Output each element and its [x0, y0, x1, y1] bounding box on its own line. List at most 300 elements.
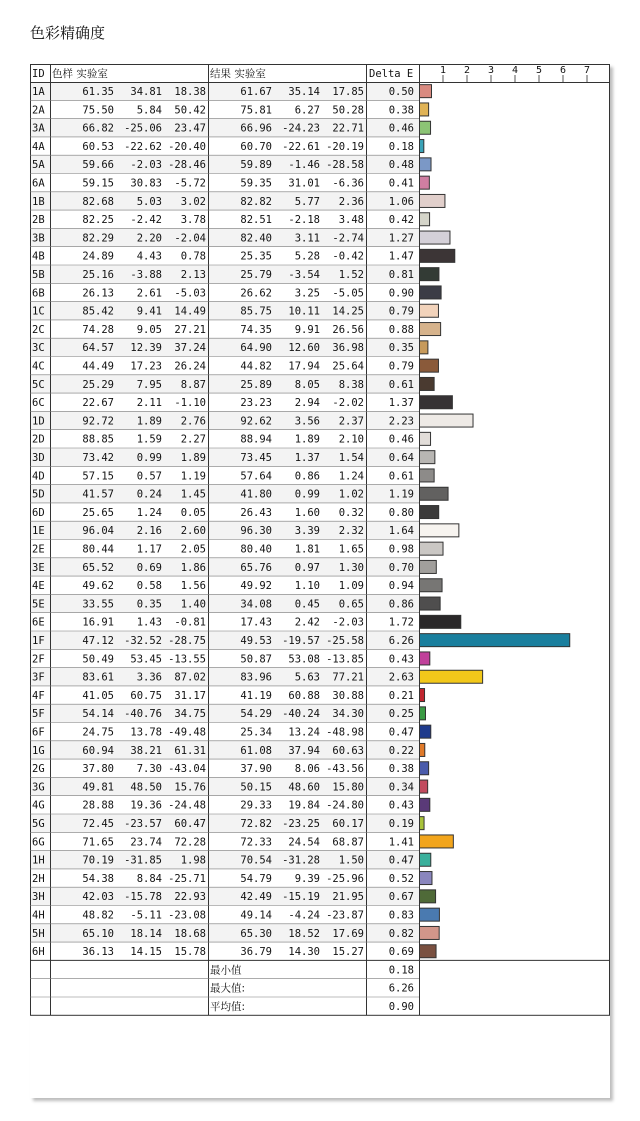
delta-e-bar: [420, 140, 424, 153]
result-lab-value: 8.06: [294, 763, 320, 776]
sample-lab-value: 0.35: [136, 598, 162, 611]
sample-lab-value: 15.78: [174, 946, 206, 959]
sample-lab-value: 48.50: [130, 781, 162, 794]
sample-lab-value: 61.35: [82, 86, 114, 98]
sample-lab-value: 25.29: [82, 378, 114, 391]
row-id: 1A: [32, 86, 45, 98]
row-id: 6B: [32, 287, 45, 300]
result-lab-value: 1.50: [338, 854, 364, 867]
sample-lab-value: -2.03: [130, 159, 162, 172]
result-lab-value: 41.19: [240, 689, 272, 702]
result-lab-value: 0.65: [338, 598, 364, 611]
sample-lab-value: 8.87: [180, 378, 206, 391]
sample-lab-value: 25.16: [82, 269, 114, 281]
result-lab-value: 61.08: [240, 744, 272, 757]
result-lab-value: 0.45: [294, 598, 320, 611]
result-lab-value: 0.99: [294, 488, 320, 501]
delta-e-bar: [420, 194, 445, 207]
sample-lab-value: 18.14: [130, 927, 162, 940]
sample-lab-value: 49.62: [82, 580, 114, 593]
result-lab-value: -1.46: [288, 159, 320, 172]
sample-lab-value: 1.45: [180, 488, 206, 501]
result-lab-value: 65.30: [240, 927, 272, 940]
sample-lab-value: 2.16: [136, 525, 162, 538]
result-lab-value: 85.75: [240, 305, 272, 318]
sample-lab-value: 36.13: [82, 946, 114, 959]
result-lab-value: 17.94: [288, 360, 320, 373]
result-lab-value: 37.90: [240, 763, 272, 776]
delta-e-table-svg: [30, 64, 610, 1098]
sample-lab-value: 30.83: [130, 177, 162, 190]
row-id: 4A: [32, 140, 45, 153]
sample-lab-value: 54.14: [82, 708, 114, 721]
delta-e-value: 0.81: [388, 269, 414, 281]
sample-lab-value: 72.45: [82, 818, 114, 830]
sample-lab-value: 42.03: [82, 891, 114, 904]
result-lab-value: -28.58: [326, 159, 364, 172]
delta-e-bar: [420, 524, 459, 537]
sample-lab-value: 26.24: [174, 360, 206, 373]
result-lab-value: -3.54: [288, 269, 320, 281]
result-lab-value: 54.29: [240, 708, 272, 721]
row-id: 2H: [32, 872, 45, 885]
x-tick-label: 6: [559, 65, 567, 76]
result-lab-value: 57.64: [240, 470, 272, 483]
result-lab-value: 22.71: [332, 122, 364, 135]
sample-lab-value: 1.59: [136, 433, 162, 446]
delta-e-bar: [420, 487, 449, 500]
sample-lab-value: 22.67: [82, 397, 114, 410]
result-lab-value: 26.43: [240, 506, 272, 519]
result-lab-value: 23.23: [240, 397, 272, 410]
result-lab-value: 50.15: [240, 781, 272, 794]
delta-e-value: 0.41: [388, 177, 414, 190]
result-lab-value: 1.89: [294, 433, 320, 446]
delta-e-bar: [420, 597, 441, 610]
row-id: 5F: [32, 708, 45, 721]
row-id: 3A: [32, 122, 45, 135]
sample-lab-value: 3.78: [180, 214, 206, 227]
sample-lab-value: -49.48: [168, 726, 206, 739]
result-lab-value: 37.94: [288, 744, 320, 757]
result-lab-value: 70.54: [240, 854, 272, 867]
result-lab-value: 35.14: [288, 86, 320, 98]
sample-lab-value: 18.68: [174, 927, 206, 940]
delta-e-bar: [420, 780, 428, 793]
result-lab-value: -5.05: [332, 287, 364, 300]
result-lab-value: 72.33: [240, 836, 272, 849]
delta-e-bar: [420, 835, 454, 848]
row-id: 3G: [32, 781, 45, 794]
sample-lab-value: 12.39: [130, 342, 162, 355]
sample-lab-value: -1.10: [174, 397, 206, 410]
result-lab-value: -25.58: [326, 635, 364, 647]
delta-e-value: 0.64: [388, 452, 414, 464]
delta-e-value: 1.37: [388, 397, 414, 410]
sample-lab-value: 34.75: [174, 708, 206, 721]
delta-e-bar: [420, 926, 440, 939]
sample-lab-value: 5.03: [136, 195, 162, 208]
summary-label: 最大值:: [210, 982, 246, 995]
sample-lab-value: 0.05: [180, 506, 206, 519]
delta-e-bar: [420, 945, 437, 958]
delta-e-value: 0.88: [388, 323, 414, 336]
delta-e-value: 2.23: [388, 415, 414, 428]
sample-lab-value: 13.78: [130, 726, 162, 739]
sample-lab-value: 5.84: [136, 104, 162, 117]
sample-lab-value: -31.85: [124, 854, 162, 867]
sample-lab-value: 82.29: [82, 232, 114, 245]
delta-e-value: 0.52: [388, 872, 414, 885]
row-id: 1D: [32, 415, 45, 428]
row-id: 1B: [32, 195, 45, 208]
header-id: ID: [32, 68, 45, 80]
result-lab-value: -24.23: [282, 122, 320, 135]
row-id: 6A: [32, 177, 45, 190]
delta-e-bar: [420, 323, 441, 336]
sample-lab-value: 59.15: [82, 177, 114, 190]
delta-e-bar: [420, 249, 455, 262]
delta-e-bar: [420, 670, 483, 683]
result-lab-value: 17.85: [332, 86, 364, 98]
row-id: 2D: [32, 433, 45, 446]
sample-lab-value: -3.88: [130, 269, 162, 281]
delta-e-bar: [420, 762, 429, 775]
result-lab-value: 17.69: [332, 927, 364, 940]
sample-lab-value: 14.15: [130, 946, 162, 959]
delta-e-value: 1.64: [388, 525, 414, 538]
sample-lab-value: -22.62: [124, 140, 162, 153]
sample-lab-value: 50.49: [82, 653, 114, 666]
result-lab-value: 1.81: [294, 543, 320, 556]
row-id: 4H: [32, 909, 45, 922]
result-lab-value: 2.10: [338, 433, 364, 446]
result-lab-value: -22.61: [282, 140, 320, 153]
delta-e-value: 2.63: [388, 671, 414, 684]
sample-lab-value: 60.94: [82, 744, 114, 757]
sample-lab-value: 7.30: [136, 763, 162, 776]
result-lab-value: 36.98: [332, 342, 364, 355]
row-id: 4G: [32, 799, 45, 812]
result-lab-value: -31.28: [282, 854, 320, 867]
delta-e-value: 0.94: [388, 580, 414, 593]
sample-lab-value: -5.72: [174, 177, 206, 190]
result-lab-value: 83.96: [240, 671, 272, 684]
result-lab-value: 5.77: [294, 195, 320, 208]
sample-lab-value: -23.57: [124, 818, 162, 830]
sample-lab-value: 2.27: [180, 433, 206, 446]
delta-e-bar: [420, 908, 440, 921]
result-lab-value: 66.96: [240, 122, 272, 135]
result-lab-value: 3.56: [294, 415, 320, 428]
sample-lab-value: 4.43: [136, 250, 162, 263]
result-lab-value: 49.53: [240, 635, 272, 647]
result-lab-value: 15.27: [332, 946, 364, 959]
sample-lab-value: 82.25: [82, 214, 114, 227]
row-id: 4B: [32, 250, 45, 263]
delta-e-value: 0.83: [388, 909, 414, 922]
delta-e-value: 0.69: [388, 946, 414, 959]
delta-e-bar: [420, 560, 437, 573]
sample-lab-value: 41.57: [82, 488, 114, 501]
sample-lab-value: 49.81: [82, 781, 114, 794]
row-id: 3E: [32, 561, 45, 574]
result-lab-value: 80.40: [240, 543, 272, 556]
sample-lab-value: -25.06: [124, 122, 162, 135]
x-tick-label: 3: [487, 65, 495, 76]
result-lab-value: -2.02: [332, 397, 364, 410]
sample-lab-value: 83.61: [82, 671, 114, 684]
delta-e-bar: [420, 286, 442, 299]
sample-lab-value: 37.80: [82, 763, 114, 776]
sample-lab-value: 23.47: [174, 122, 206, 135]
result-lab-value: 73.45: [240, 452, 272, 464]
table-background: [30, 64, 610, 1098]
delta-e-value: 0.61: [388, 470, 414, 483]
result-lab-value: -20.19: [326, 140, 364, 153]
header-sample: 色样 实验室: [52, 68, 108, 80]
result-lab-value: 24.54: [288, 836, 320, 849]
sample-lab-value: 22.93: [174, 891, 206, 904]
row-id: 6F: [32, 726, 45, 739]
row-id: 5B: [32, 269, 45, 281]
x-tick-label: 7: [583, 65, 591, 76]
row-id: 2F: [32, 653, 45, 666]
result-lab-value: 48.60: [288, 781, 320, 794]
delta-e-value: 0.50: [388, 86, 414, 98]
result-lab-value: 1.52: [338, 269, 364, 281]
sample-lab-value: -15.78: [124, 891, 162, 904]
result-lab-value: -40.24: [282, 708, 320, 721]
result-lab-value: 25.89: [240, 378, 272, 391]
result-lab-value: 10.11: [288, 305, 320, 318]
delta-e-bar: [420, 231, 450, 244]
sample-lab-value: 65.10: [82, 927, 114, 940]
delta-e-value: 1.27: [388, 232, 414, 245]
delta-e-bar: [420, 414, 474, 427]
result-lab-value: 1.10: [294, 580, 320, 593]
delta-e-value: 0.21: [388, 689, 414, 702]
result-lab-value: 0.32: [338, 506, 364, 519]
result-lab-value: -23.87: [326, 909, 364, 922]
row-id: 1E: [32, 525, 45, 538]
delta-e-bar: [420, 579, 443, 592]
result-lab-value: 49.92: [240, 580, 272, 593]
delta-e-value: 0.18: [388, 140, 414, 153]
result-lab-value: -19.57: [282, 635, 320, 647]
result-lab-value: 26.62: [240, 287, 272, 300]
sample-lab-value: 24.75: [82, 726, 114, 739]
sample-lab-value: 74.28: [82, 323, 114, 336]
sample-lab-value: 82.68: [82, 195, 114, 208]
result-lab-value: 12.60: [288, 342, 320, 355]
x-tick-label: 5: [535, 65, 543, 76]
sample-lab-value: 15.76: [174, 781, 206, 794]
result-lab-value: 50.87: [240, 653, 272, 666]
sample-lab-value: 1.43: [136, 616, 162, 629]
row-id: 6H: [32, 946, 45, 959]
row-id: 1G: [32, 744, 45, 757]
delta-e-bar: [420, 872, 432, 885]
row-id: 3C: [32, 342, 45, 355]
sample-lab-value: 65.52: [82, 561, 114, 574]
delta-e-value: 0.38: [388, 763, 414, 776]
sample-lab-value: -40.76: [124, 708, 162, 721]
result-lab-value: 29.33: [240, 799, 272, 812]
result-lab-value: 2.32: [338, 525, 364, 538]
sample-lab-value: 2.05: [180, 543, 206, 556]
row-id: 5E: [32, 598, 45, 611]
row-id: 1H: [32, 854, 45, 867]
result-lab-value: 3.48: [338, 214, 364, 227]
sample-lab-value: 34.81: [130, 86, 162, 98]
sample-lab-value: 16.91: [82, 616, 114, 629]
result-lab-value: 2.37: [338, 415, 364, 428]
summary-value: 0.18: [388, 964, 414, 977]
delta-e-value: 0.46: [388, 122, 414, 135]
delta-e-bar: [420, 890, 436, 903]
delta-e-value: 0.34: [388, 781, 414, 794]
result-lab-value: 8.38: [338, 378, 364, 391]
delta-e-bar: [420, 469, 435, 482]
row-id: 3B: [32, 232, 45, 245]
result-lab-value: 5.28: [294, 250, 320, 263]
result-lab-value: 1.37: [294, 452, 320, 464]
row-id: 3F: [32, 671, 45, 684]
delta-e-bar: [420, 377, 435, 390]
delta-e-value: 0.70: [388, 561, 414, 574]
result-lab-value: 1.65: [338, 543, 364, 556]
result-lab-value: 21.95: [332, 891, 364, 904]
sample-lab-value: 75.50: [82, 104, 114, 117]
sample-lab-value: 70.19: [82, 854, 114, 867]
row-id: 2A: [32, 104, 45, 117]
result-lab-value: -2.74: [332, 232, 364, 245]
sample-lab-value: 0.99: [136, 452, 162, 464]
sample-lab-value: 37.24: [174, 342, 206, 355]
row-id: 5D: [32, 488, 45, 501]
x-tick-label: 4: [511, 65, 519, 76]
result-lab-value: 82.40: [240, 232, 272, 245]
sample-lab-value: 14.49: [174, 305, 206, 318]
result-lab-value: 72.82: [240, 818, 272, 830]
sample-lab-value: 48.82: [82, 909, 114, 922]
delta-e-bar: [420, 853, 431, 866]
sample-lab-value: -25.71: [168, 872, 206, 885]
header-delta: Delta E: [369, 68, 414, 80]
delta-e-bar: [420, 707, 426, 720]
result-lab-value: -2.18: [288, 214, 320, 227]
sample-lab-value: 88.85: [82, 433, 114, 446]
x-tick-label: 2: [463, 65, 471, 76]
delta-e-bar: [420, 725, 431, 738]
sample-lab-value: 31.17: [174, 689, 206, 702]
result-lab-value: 53.08: [288, 653, 320, 666]
row-id: 1F: [32, 635, 45, 647]
x-tick-label: 1: [439, 65, 447, 76]
result-lab-value: 19.84: [288, 799, 320, 812]
sample-lab-value: 28.88: [82, 799, 114, 812]
result-lab-value: 50.28: [332, 104, 364, 117]
sample-lab-value: -43.04: [168, 763, 206, 776]
delta-e-bar: [420, 268, 439, 281]
result-lab-value: 49.14: [240, 909, 272, 922]
delta-e-bar: [420, 103, 429, 116]
delta-e-bar: [420, 542, 444, 555]
sample-lab-value: 1.98: [180, 854, 206, 867]
delta-e-value: 0.67: [388, 891, 414, 904]
delta-e-value: 0.43: [388, 653, 414, 666]
result-lab-value: 31.01: [288, 177, 320, 190]
sample-lab-value: 60.53: [82, 140, 114, 153]
sample-lab-value: 47.12: [82, 635, 114, 647]
sample-lab-value: 54.38: [82, 872, 114, 885]
sample-lab-value: -13.55: [168, 653, 206, 666]
result-lab-value: 13.24: [288, 726, 320, 739]
delta-e-bar: [420, 798, 430, 811]
row-id: 1C: [32, 305, 45, 318]
result-lab-value: 2.42: [294, 616, 320, 629]
result-lab-value: 88.94: [240, 433, 272, 446]
sample-lab-value: -24.48: [168, 799, 206, 812]
result-lab-value: 8.05: [294, 378, 320, 391]
delta-e-value: 0.80: [388, 506, 414, 519]
sample-lab-value: 80.44: [82, 543, 114, 556]
sample-lab-value: 2.61: [136, 287, 162, 300]
sample-lab-value: 60.47: [174, 818, 206, 830]
sample-lab-value: 8.84: [136, 872, 162, 885]
summary-label: 平均值:: [210, 1001, 246, 1013]
result-lab-value: 68.87: [332, 836, 364, 849]
delta-e-bar: [420, 85, 432, 98]
sample-lab-value: 87.02: [174, 671, 206, 684]
sample-lab-value: 2.76: [180, 415, 206, 428]
result-lab-value: 3.25: [294, 287, 320, 300]
sample-lab-value: 7.95: [136, 378, 162, 391]
delta-e-bar: [420, 652, 430, 665]
result-lab-value: 1.30: [338, 561, 364, 574]
sample-lab-value: 1.24: [136, 506, 162, 519]
delta-e-value: 0.42: [388, 214, 414, 227]
result-lab-value: 2.36: [338, 195, 364, 208]
sample-lab-value: 66.82: [82, 122, 114, 135]
result-lab-value: 54.79: [240, 872, 272, 885]
sample-lab-value: 19.36: [130, 799, 162, 812]
row-id: 4D: [32, 470, 45, 483]
sample-lab-value: 1.40: [180, 598, 206, 611]
result-lab-value: 60.88: [288, 689, 320, 702]
row-id: 4E: [32, 580, 45, 593]
summary-value: 6.26: [388, 982, 414, 995]
result-lab-value: 34.08: [240, 598, 272, 611]
row-id: 2E: [32, 543, 45, 556]
row-id: 5A: [32, 159, 45, 172]
result-lab-value: 60.17: [332, 818, 364, 830]
delta-e-value: 0.79: [388, 305, 414, 318]
row-id: 4C: [32, 360, 45, 373]
sample-lab-value: 2.20: [136, 232, 162, 245]
row-id: 5H: [32, 927, 45, 940]
result-lab-value: 59.89: [240, 159, 272, 172]
result-lab-value: -23.25: [282, 818, 320, 830]
sample-lab-value: 0.58: [136, 580, 162, 593]
result-lab-value: 25.35: [240, 250, 272, 263]
delta-e-value: 0.47: [388, 726, 414, 739]
result-lab-value: 96.30: [240, 525, 272, 538]
sample-lab-value: -32.52: [124, 635, 162, 647]
sample-lab-value: -23.08: [168, 909, 206, 922]
sample-lab-value: -5.03: [174, 287, 206, 300]
